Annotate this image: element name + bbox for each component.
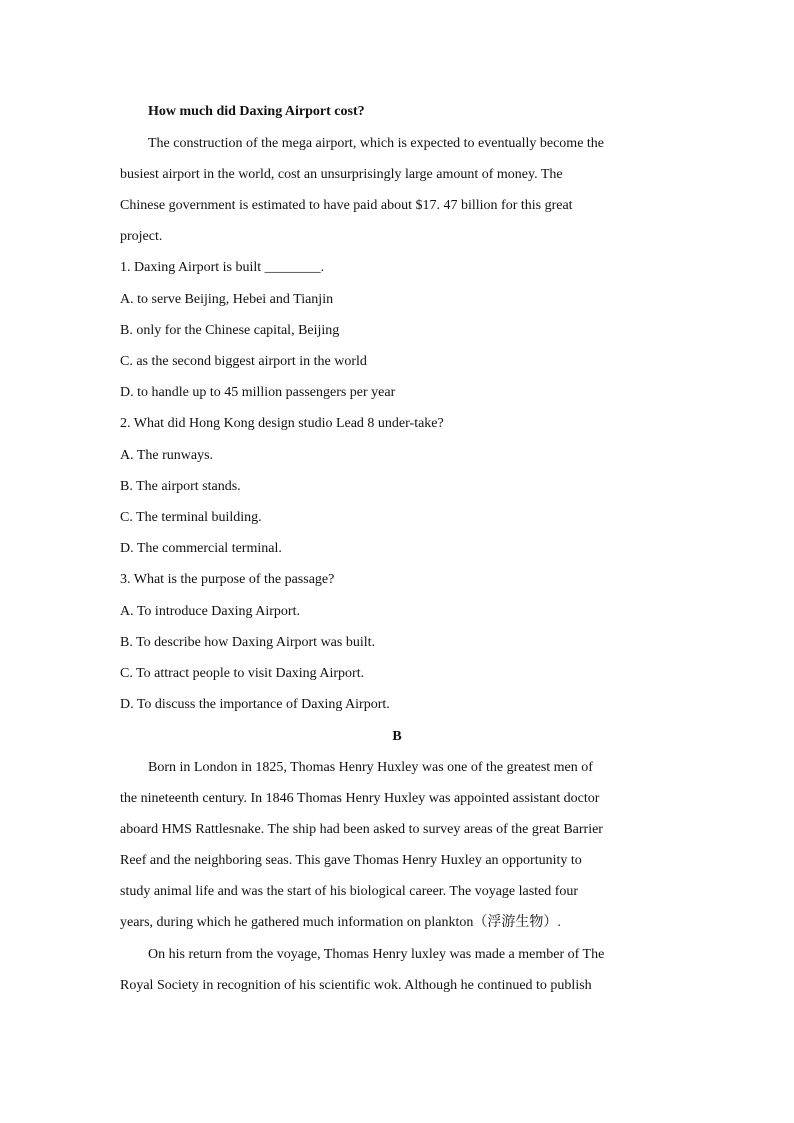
question-option: C. To attract people to visit Daxing Airport. bbox=[120, 666, 365, 681]
section-subtitle: How much did Daxing Airport cost? bbox=[148, 104, 365, 119]
paragraph-line: aboard HMS Rattlesnake. The ship had been asked to survey areas of the great Barrier bbox=[120, 822, 603, 837]
question-option: C. The terminal building. bbox=[120, 510, 262, 525]
paragraph-line: On his return from the voyage, Thomas Henry luxley was made a member of The bbox=[148, 947, 605, 962]
paragraph-line: Reef and the neighboring seas. This gave Thomas Henry Huxley an opportunity to bbox=[120, 853, 582, 868]
paragraph-line: Born in London in 1825, Thomas Henry Huxley was one of the greatest men of bbox=[148, 760, 593, 775]
paragraph-line: the nineteenth century. In 1846 Thomas Henry Huxley was appointed assistant doctor bbox=[120, 791, 600, 806]
question-stem: 2. What did Hong Kong design studio Lead 8 under-take? bbox=[120, 416, 444, 431]
question-option: D. The commercial terminal. bbox=[120, 541, 282, 556]
question-option: B. only for the Chinese capital, Beijing bbox=[120, 323, 340, 338]
paragraph-line: study animal life and was the start of his biological career. The voyage lasted four bbox=[120, 884, 579, 899]
question-option: A. The runways. bbox=[120, 448, 214, 463]
paragraph-line: busiest airport in the world, cost an unsurprisingly large amount of money. The bbox=[120, 167, 563, 182]
paragraph-line: project. bbox=[120, 229, 163, 244]
paragraph-line: The construction of the mega airport, which is expected to eventually become the bbox=[148, 136, 605, 151]
paragraph-line: years, during which he gathered much information on plankton（浮游生物）. bbox=[120, 915, 561, 930]
question-option: D. To discuss the importance of Daxing Airport. bbox=[120, 697, 390, 712]
paragraph-line: Chinese government is estimated to have paid about $17. 47 billion for this great bbox=[120, 198, 573, 213]
question-stem: 3. What is the purpose of the passage? bbox=[120, 572, 335, 587]
section-b-label: B bbox=[392, 729, 402, 744]
paragraph-line: Royal Society in recognition of his scientific wok. Although he continued to publish bbox=[120, 978, 592, 993]
question-option: C. as the second biggest airport in the world bbox=[120, 354, 367, 369]
question-option: D. to handle up to 45 million passengers per year bbox=[120, 385, 396, 400]
question-option: A. To introduce Daxing Airport. bbox=[120, 604, 300, 619]
question-option: A. to serve Beijing, Hebei and Tianjin bbox=[120, 292, 334, 307]
question-option: B. To describe how Daxing Airport was built. bbox=[120, 635, 376, 650]
question-option: B. The airport stands. bbox=[120, 479, 241, 494]
question-stem: 1. Daxing Airport is built ________. bbox=[120, 260, 325, 275]
